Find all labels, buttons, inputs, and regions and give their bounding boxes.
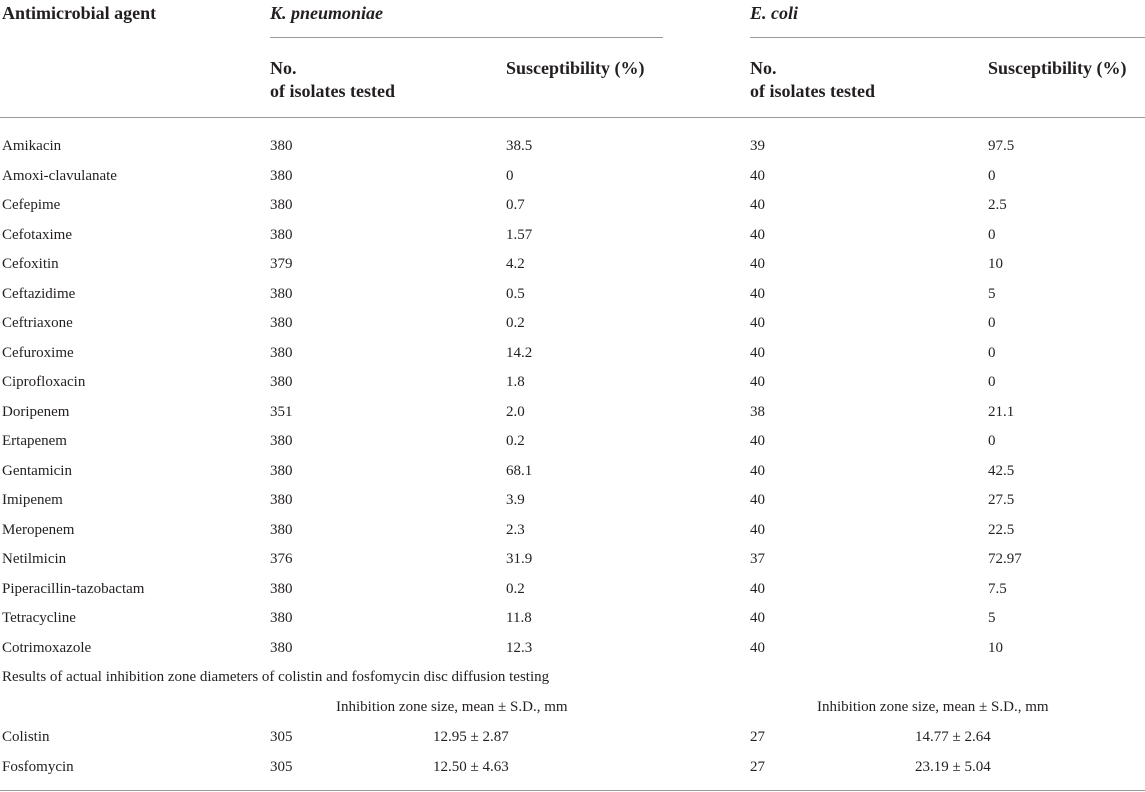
header-e-coli: E. coli xyxy=(750,3,798,23)
ec-isolates-cell: 40 xyxy=(750,492,765,508)
kp-isolates-cell: 351 xyxy=(270,404,293,420)
kp-isolates-cell: 380 xyxy=(270,315,293,331)
header-kp-susceptibility: Susceptibility (%) xyxy=(506,58,645,78)
kp-isolates-cell: 380 xyxy=(270,581,293,597)
header-bottom-rule xyxy=(0,117,1145,118)
ec-susceptibility-cell: 72.97 xyxy=(988,551,1022,567)
kp-susceptibility-cell: 0.5 xyxy=(506,286,525,302)
kp-zone-size-cell: 12.95 ± 2.87 xyxy=(433,729,509,745)
header-kp-no-line2: of isolates tested xyxy=(270,81,395,101)
ec-zone-size-cell: 14.77 ± 2.64 xyxy=(915,729,991,745)
ec-isolates-cell: 40 xyxy=(750,463,765,479)
agent-cell: Cotrimoxazole xyxy=(2,640,92,656)
kp-susceptibility-cell: 38.5 xyxy=(506,138,533,154)
agent-cell: Doripenem xyxy=(2,404,70,420)
agent-cell: Gentamicin xyxy=(2,463,72,479)
kp-susceptibility-cell: 31.9 xyxy=(506,551,533,567)
ec-isolates-cell: 40 xyxy=(750,581,765,597)
zone-subheader-kp: Inhibition zone size, mean ± S.D., mm xyxy=(336,699,568,715)
ec-susceptibility-cell: 5 xyxy=(988,286,996,302)
kp-susceptibility-cell: 1.8 xyxy=(506,374,525,390)
ec-isolates-cell: 27 xyxy=(750,729,765,745)
kp-susceptibility-cell: 11.8 xyxy=(506,610,532,626)
ec-susceptibility-cell: 2.5 xyxy=(988,197,1007,213)
ec-isolates-cell: 40 xyxy=(750,522,765,538)
zone-section-title: Results of actual inhibition zone diameters of colistin and fosfomycin disc diffusion testing xyxy=(2,669,550,685)
ec-isolates-cell: 40 xyxy=(750,286,765,302)
header-antimicrobial-agent: Antimicrobial agent xyxy=(2,3,157,23)
kp-isolates-cell: 380 xyxy=(270,522,293,538)
agent-cell: Cefotaxime xyxy=(2,227,72,243)
agent-cell: Fosfomycin xyxy=(2,759,74,775)
kp-isolates-cell: 380 xyxy=(270,463,293,479)
agent-cell: Ertapenem xyxy=(2,433,67,449)
ec-isolates-cell: 40 xyxy=(750,640,765,656)
kp-susceptibility-cell: 2.3 xyxy=(506,522,525,538)
kp-isolates-cell: 380 xyxy=(270,227,293,243)
ec-susceptibility-cell: 0 xyxy=(988,227,996,243)
kp-susceptibility-cell: 14.2 xyxy=(506,345,533,361)
ec-isolates-cell: 37 xyxy=(750,551,765,567)
kp-susceptibility-cell: 0.7 xyxy=(506,197,525,213)
kp-isolates-cell: 380 xyxy=(270,374,293,390)
header-ec-no-line2: of isolates tested xyxy=(750,81,875,101)
agent-cell: Amikacin xyxy=(2,138,62,154)
kp-isolates-cell: 380 xyxy=(270,492,293,508)
header-kp-no-line1: No. xyxy=(270,58,297,78)
ec-susceptibility-cell: 21.1 xyxy=(988,404,1015,420)
ec-isolates-cell: 40 xyxy=(750,197,765,213)
agent-cell: Tetracycline xyxy=(2,610,76,626)
agent-cell: Piperacillin-tazobactam xyxy=(2,581,145,597)
header-ec-no-line1: No. xyxy=(750,58,777,78)
kp-isolates-cell: 305 xyxy=(270,759,293,775)
ec-susceptibility-cell: 10 xyxy=(988,640,1003,656)
header-ec-susceptibility: Susceptibility (%) xyxy=(988,58,1127,78)
agent-cell: Cefuroxime xyxy=(2,345,74,361)
agent-cell: Amoxi-clavulanate xyxy=(2,168,117,184)
header-k-pneumoniae: K. pneumoniae xyxy=(270,3,384,23)
kp-susceptibility-cell: 0.2 xyxy=(506,315,525,331)
ec-isolates-cell: 40 xyxy=(750,256,765,272)
kp-susceptibility-cell: 3.9 xyxy=(506,492,525,508)
agent-cell: Colistin xyxy=(2,729,50,745)
table-bottom-rule xyxy=(0,790,1145,791)
ec-isolates-cell: 40 xyxy=(750,227,765,243)
kp-susceptibility-cell: 4.2 xyxy=(506,256,525,272)
ec-susceptibility-cell: 0 xyxy=(988,433,996,449)
agent-cell: Cefepime xyxy=(2,197,61,213)
agent-cell: Ceftriaxone xyxy=(2,315,73,331)
agent-cell: Netilmicin xyxy=(2,551,67,567)
kp-susceptibility-cell: 2.0 xyxy=(506,404,525,420)
header-kp-no-isolates xyxy=(270,57,395,103)
zone-subheader-ec: Inhibition zone size, mean ± S.D., mm xyxy=(817,699,1049,715)
ec-susceptibility-cell: 27.5 xyxy=(988,492,1015,508)
kp-susceptibility-cell: 0 xyxy=(506,168,514,184)
kp-susceptibility-cell: 0.2 xyxy=(506,433,525,449)
ec-isolates-cell: 40 xyxy=(750,345,765,361)
ec-susceptibility-cell: 42.5 xyxy=(988,463,1015,479)
kp-susceptibility-cell: 12.3 xyxy=(506,640,533,656)
ec-isolates-cell: 40 xyxy=(750,433,765,449)
kp-isolates-cell: 380 xyxy=(270,138,293,154)
ec-isolates-cell: 40 xyxy=(750,610,765,626)
agent-cell: Cefoxitin xyxy=(2,256,59,272)
kp-isolates-cell: 376 xyxy=(270,551,293,567)
kp-susceptibility-cell: 1.57 xyxy=(506,227,533,243)
ec-isolates-cell: 40 xyxy=(750,374,765,390)
header-rule-ec xyxy=(750,37,1145,38)
kp-isolates-cell: 380 xyxy=(270,640,293,656)
kp-zone-size-cell: 12.50 ± 4.63 xyxy=(433,759,509,775)
agent-cell: Ciprofloxacin xyxy=(2,374,86,390)
ec-susceptibility-cell: 5 xyxy=(988,610,996,626)
ec-susceptibility-cell: 7.5 xyxy=(988,581,1007,597)
kp-susceptibility-cell: 0.2 xyxy=(506,581,525,597)
ec-susceptibility-cell: 0 xyxy=(988,345,996,361)
kp-isolates-cell: 380 xyxy=(270,286,293,302)
header-rule-kp xyxy=(270,37,663,38)
ec-susceptibility-cell: 10 xyxy=(988,256,1003,272)
ec-isolates-cell: 40 xyxy=(750,168,765,184)
agent-cell: Meropenem xyxy=(2,522,75,538)
ec-isolates-cell: 39 xyxy=(750,138,765,154)
ec-zone-size-cell: 23.19 ± 5.04 xyxy=(915,759,991,775)
kp-isolates-cell: 380 xyxy=(270,433,293,449)
agent-cell: Imipenem xyxy=(2,492,63,508)
kp-isolates-cell: 380 xyxy=(270,610,293,626)
header-ec-no-isolates xyxy=(750,57,875,103)
ec-isolates-cell: 40 xyxy=(750,315,765,331)
ec-susceptibility-cell: 22.5 xyxy=(988,522,1015,538)
kp-isolates-cell: 305 xyxy=(270,729,293,745)
ec-isolates-cell: 27 xyxy=(750,759,765,775)
ec-susceptibility-cell: 0 xyxy=(988,374,996,390)
kp-isolates-cell: 379 xyxy=(270,256,293,272)
ec-susceptibility-cell: 0 xyxy=(988,315,996,331)
kp-isolates-cell: 380 xyxy=(270,345,293,361)
ec-susceptibility-cell: 0 xyxy=(988,168,996,184)
agent-cell: Ceftazidime xyxy=(2,286,76,302)
kp-isolates-cell: 380 xyxy=(270,168,293,184)
kp-isolates-cell: 380 xyxy=(270,197,293,213)
ec-susceptibility-cell: 97.5 xyxy=(988,138,1015,154)
ec-isolates-cell: 38 xyxy=(750,404,765,420)
kp-susceptibility-cell: 68.1 xyxy=(506,463,533,479)
